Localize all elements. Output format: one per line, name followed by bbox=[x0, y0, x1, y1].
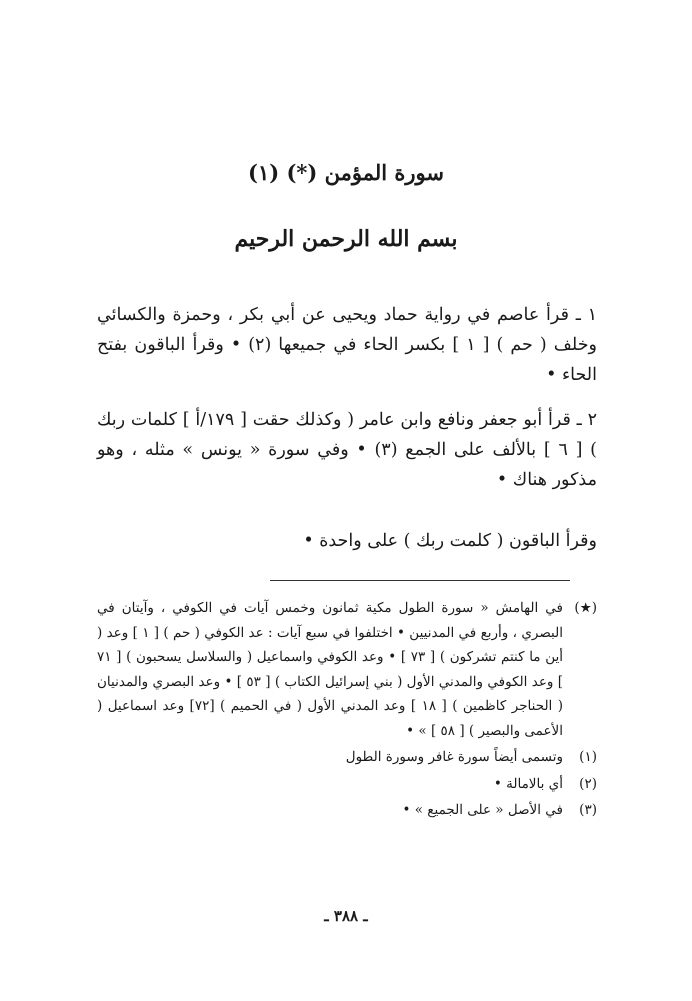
paragraph-3: وقرأ الباقون ( كلمت ربك ) على واحدة • bbox=[303, 531, 597, 551]
footnote-text: وتسمى أيضاً سورة غافر وسورة الطول bbox=[345, 749, 563, 765]
page-number: ـ ٣٨٨ ـ bbox=[324, 907, 368, 925]
footnote-text: في الهامش « سورة الطول مكية ثمانون وخمس آيات في الكوفي ، وآيتان في البصري ، وأربع في المدنيين • اختلفوا في سبع آيات : عد الكوفي ( حم ) [ ١ ] وعد ( أين ما كنتم تشركون ) [ ٧٣ ] • وعد الكوفي واسماعيل ( والسلاسل يسحبون ) [ ٧١ ] وعد الكوفي والمدني الأول ( بني إسرائيل الكتاب ) [ ٥٣ ] • وعد البصري والمدنيان ( الحناجر كاظمين ) [ ١٨ ] وعد المدني الأول ( في الحميم ) [٧٢] وعد اسماعيل ( الأعمى والبصير ) [ ٥٨ ] » • bbox=[97, 600, 564, 739]
footnote-1 bbox=[97, 745, 597, 770]
footnote-marker: (★) bbox=[574, 600, 597, 616]
paragraph-2: ٢ ـ قرأ أبو جعفر ونافع وابن عامر ( وكذلك حقت [ ١٧٩/أ ] كلمات ربك ) [ ٦ ] بالألف على الجمع (٣) • وفي سورة « يونس » مثله ، وهو مذكور هناك • bbox=[97, 410, 598, 490]
footnotes bbox=[97, 596, 597, 825]
footnote-2 bbox=[97, 772, 597, 797]
footnote-text: أي بالامالة • bbox=[493, 775, 563, 792]
basmala: بسم الله الرحمن الرحيم bbox=[234, 226, 458, 252]
footnote-text: في الأصل « على الجميع » • bbox=[402, 802, 563, 818]
footnote-marker: (١) bbox=[579, 749, 597, 765]
paragraph-1: ١ ـ قرأ عاصم في رواية حماد ويحيى عن أبي بكر ، وحمزة والكسائي وخلف ( حم ) [ ١ ] بكسر الحاء في جميعها (٢) • وقرأ الباقون بفتح الحاء • bbox=[97, 305, 597, 385]
surah-title: سورة المؤمن (*) (١) bbox=[248, 160, 444, 185]
footnote-marker: (٣) bbox=[579, 802, 597, 818]
footnote-marker: (٢) bbox=[579, 775, 597, 792]
footnote-star bbox=[97, 596, 597, 743]
footnote-3 bbox=[97, 798, 597, 823]
footnote-divider bbox=[270, 580, 570, 581]
